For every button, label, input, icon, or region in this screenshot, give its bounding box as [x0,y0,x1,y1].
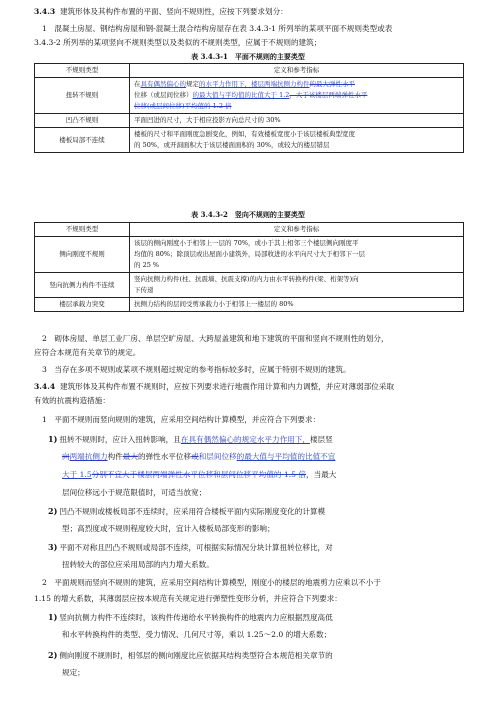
clause-number: 3.4.4 [34,382,56,391]
text-run: 扭转不规则时，应计入扭转影响，且 [59,435,181,444]
irregularity-definition [130,237,464,273]
text-run: 构件 [107,452,123,461]
irregularity-definition: 抗侧力结构的层间受剪承载力小于相邻上一楼层的 80% [130,298,464,312]
table-row [35,78,464,114]
item-1-line-1: 1 混凝土房屋、钢结构房屋和钢-混凝土混合结构房屋存在表 3.4.3-1 所列举的某项平面不规则类型或表 [42,24,393,33]
item-1-line-2: 3.4.3-2 所列举的某项竖向不规则类型以及类似的不规则类型，应属于不规则的建筑； [34,38,322,47]
inserted-text: 具有偶然偏心的 [140,80,186,88]
clause-title: 建筑形体及其构件布置的平面、竖向不规则性，应按下列要求划分： [59,7,288,16]
table-header-row [35,223,464,237]
text-run: 侧向刚度不规则时，相邻层的侧向刚度比应依据其结构类型符合本规范相关章节的 [59,651,333,660]
text-run: 楼层竖 [309,435,333,444]
item-number: 2) [48,650,58,660]
table-row [35,298,464,312]
subitem-2-1-line-1 [48,611,333,624]
subitem-1-1-line-2 [62,451,335,463]
item-number: 2) [48,506,58,516]
subclause-2-line-2: 1.15 的增大系数，其薄弱层应按本规范有关规定进行弹塑性变形分析，并应符合下列要求： [34,594,342,603]
table-row [35,114,464,128]
inserted-text: 在具有偶然偏心的规定水平力作用下， [180,435,310,444]
subitem-2-1-line-2: 和水平转换构件的类型、受力情况、几何尺寸等，乘以 1.25～2.0 的增大系数； [62,630,332,639]
inserted-text: 的水平力作用下，楼层 [199,80,264,88]
irregularity-type: 凹凸不规则 [35,114,130,128]
definition-line: 的 25 % [134,261,160,269]
irregularity-definition [130,128,464,153]
deleted-text: ，大于该楼层两端弹性水平 [289,91,368,99]
subitem-2-2-line-1 [48,649,333,662]
deleted-text: 的最大弹性水平 [309,80,355,88]
table-header-row [35,64,464,78]
table-vertical-irregularity [34,222,464,312]
definition-line [134,90,459,101]
subclause-2-line-1: 2 平面规则而竖向不规则的建筑，应采用空间结构计算模型，刚度小的楼层的地震剪力应乘以不小于 [42,578,381,587]
text-run: 在 [134,80,141,88]
table-header-cell: 不规则类型 [35,223,130,237]
table-header-cell: 定义和参考指标 [130,223,464,237]
subitem-1-3-line-2: 扭转较大的部位应采用局部的内力增大系数。 [62,560,214,569]
deleted-text: 或 [191,452,199,461]
subitem-1-1-line-1 [48,433,333,446]
inserted-text: 大于 1.5 [62,470,92,479]
table-row [35,128,464,153]
clause-title: 建筑形体及其构件布置不规则时，应按下列要求进行地震作用计算和内力调整，并应对薄弱部位采取 [59,382,395,391]
inserted-text: 两端抗侧力构件 [264,80,310,88]
definition-line: 的 50%，或开洞面积大于该层楼面面积的 30%，或较大的楼层错层 [134,141,330,149]
text-run: 平面不对称且凹凸不规则或局部不连续，可根据实际情况分块计算扭转位移比，对 [59,543,333,552]
deleted-text: 向 [62,452,70,461]
subitem-1-2-line-1 [48,505,325,518]
inserted-text: 两端抗侧力 [69,452,108,461]
text-run: 的弹性水平位移 [137,452,192,461]
text-run: 竖向抗侧力构件不连续时，该构件传递给水平转换构件的地震内力应根据烈度高低 [59,613,333,622]
inserted-text: 和层间位移 [198,452,237,461]
definition-line: 竖向抗侧力构件(柱、抗震墙、抗震支撑)的内力由水平转换构件(梁、桁架等)向 [134,275,359,283]
item-2-line-1: 2 砌体房屋、单层工业厂房、单层空旷房屋、大跨屋盖建筑和地下建筑的平面和竖向不规则性的划分， [42,334,389,343]
table-1-caption: 表 3.4.3-1 平面不规则的主要类型 [191,52,305,61]
clause-number: 3.4.3 [34,7,56,16]
item-number: 1) [48,612,58,622]
table-header-cell: 不规则类型 [35,64,130,78]
deleted-text: 位移(或层间位移)平均值的 1.2 倍 [134,102,232,110]
item-number: 3) [48,542,58,552]
subitem-1-1-line-3 [62,469,336,481]
irregularity-type: 楼层承载力突变 [35,298,130,312]
definition-line: 楼板的尺寸和平面刚度急剧变化，例如，有效楼板宽度小于该层楼板典型宽度 [134,130,355,138]
item-2-line-2: 应符合本规范有关章节的规定。 [34,348,141,357]
text-run: 位移（或层间位移） [134,91,193,99]
definition-line: 该层的侧向刚度小于相邻上一层的 70%，或小于其上相邻三个楼层侧向刚度平 [134,239,359,247]
table-plan-irregularity [34,63,464,153]
irregularity-definition [130,273,464,298]
subitem-1-1-line-4: 层间位移远小于规范限值时，可适当放宽； [62,488,207,497]
definition-line [134,79,459,90]
inserted-text: 的最大值与平均值的比值不宜 [236,452,336,461]
item-number: 1) [48,434,58,444]
clause-title-line-2: 有效的抗震构造措施： [34,396,110,405]
definition-line: 下传递 [134,286,154,294]
inserted-text: 的最大值与平均值的比值大于 1.2 [192,91,290,99]
irregularity-type: 侧向刚度不规则 [35,237,130,273]
deleted-text: 分别不宜大于楼层两端弹性水平位移和层间位移平均值的 1.5 倍 [91,470,307,479]
text-run: 凹凸不规则或楼板局部不连续时，应采用符合楼板平面内实际刚度变化的计算模 [59,507,326,516]
definition-line [134,101,459,112]
clause-3-4-3-heading [34,6,288,18]
table-header-cell: 定义和参考指标 [130,64,464,78]
subclause-1: 1 平面不规则而竖向规则的建筑，应采用空间结构计算模型，并应符合下列要求： [42,415,321,424]
subitem-1-3-line-1 [48,541,333,554]
irregularity-type: 扭转不规则 [35,78,130,114]
text-run: 规定 [186,80,199,88]
definition-line: 均值的 80%；除顶层或出屋面小建筑外，局部收进的水平向尺寸大于相邻下一层 [134,250,366,258]
irregularity-type: 楼板局部不连续 [35,128,130,153]
table-2-caption: 表 3.4.3-2 竖向不规则的主要类型 [191,210,305,219]
item-3: 3 当存在多项不规则或某项不规则超过规定的参考指标较多时，应属于特别不规则的建筑。 [42,365,351,374]
irregularity-definition [130,78,464,114]
table-row [35,273,464,298]
deleted-text: 最大 [122,452,138,461]
table-row [35,237,464,273]
subitem-2-2-line-2: 规定； [62,668,85,677]
clause-3-4-4-heading [34,381,394,393]
irregularity-definition: 平面凹进的尺寸，大于相应投影方向总尺寸的 30% [130,114,464,128]
subitem-1-2-line-2: 型；高烈度或不规则程度较大时，宜计入楼板局部变形的影响； [62,524,275,533]
irregularity-type: 竖向抗侧力构件不连续 [35,273,130,298]
text-run: ，当最大 [306,470,337,479]
